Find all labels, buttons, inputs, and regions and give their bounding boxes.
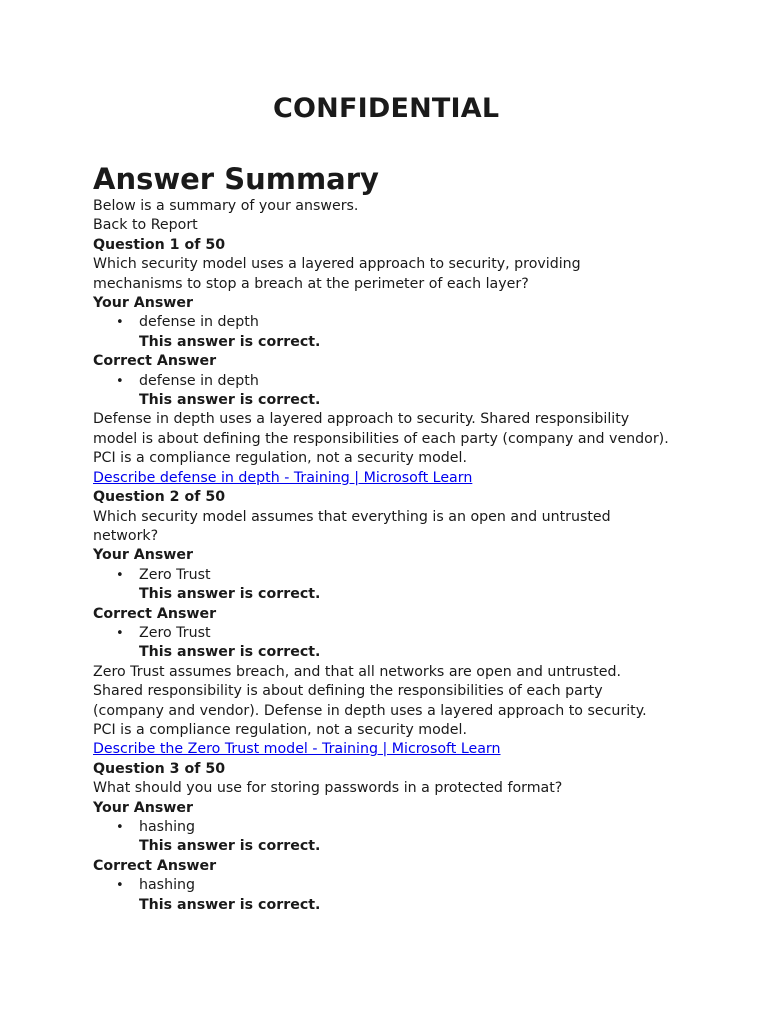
correct-message: This answer is correct.: [139, 392, 321, 409]
question-block: [93, 236, 683, 488]
question-heading: Question 2 of 50: [93, 489, 226, 506]
explanation-text: Defense in depth uses a layered approach to security. Shared responsibility model is about defining the responsibilities of each party (company and vendor). PCI is a compliance regulation, not a security model.: [93, 411, 669, 467]
your-answer-value: Zero Trust: [139, 566, 211, 583]
correct-answer-value: Zero Trust: [139, 624, 211, 641]
bullet-icon: •: [116, 820, 124, 835]
your-answer-label: Your Answer: [93, 295, 194, 312]
bullet-icon: •: [116, 567, 124, 583]
question-text: Which security model assumes that everything is an open and untrusted network?: [93, 508, 611, 544]
your-answer-value: defense in depth: [139, 314, 259, 331]
correct-answer-value: hashing: [139, 877, 196, 894]
bullet-icon: •: [116, 625, 124, 641]
question-block: [93, 760, 683, 915]
question-heading: Question 3 of 50: [93, 760, 226, 777]
correct-message: This answer is correct.: [139, 586, 321, 603]
reference-link[interactable]: Describe defense in depth - Training | Microsoft Learn: [93, 469, 473, 486]
your-answer-item: [93, 313, 683, 332]
correct-answer-label: Correct Answer: [93, 353, 217, 370]
correct-answer-item: [93, 372, 683, 391]
question-heading: Question 1 of 50: [93, 236, 226, 253]
bullet-icon: •: [116, 373, 124, 389]
your-answer-item: [93, 566, 683, 585]
correct-answer-label: Correct Answer: [93, 605, 217, 622]
your-answer-item: [93, 818, 683, 837]
correct-message: This answer is correct.: [139, 838, 321, 855]
document-page: [93, 0, 683, 915]
correct-message: This answer is correct.: [139, 644, 321, 661]
explanation-text: Zero Trust assumes breach, and that all networks are open and untrusted. Shared responsibility is about defining the responsibilities of each party (company and vendor). Defense in depth uses a layered approach to security. PCI is a compliance regulation, not a security model.: [93, 663, 647, 738]
intro-text: Below is a summary of your answers.: [93, 198, 359, 214]
correct-answer-label: Correct Answer: [93, 857, 217, 874]
correct-answer-value: defense in depth: [139, 372, 259, 389]
your-answer-label: Your Answer: [93, 799, 194, 816]
question-text: What should you use for storing passwords in a protected format?: [93, 780, 563, 797]
confidential-heading: CONFIDENTIAL: [273, 93, 500, 124]
your-answer-value: hashing: [139, 819, 196, 835]
question-text: Which security model uses a layered approach to security, providing mechanisms to stop a breach at the perimeter of each layer?: [93, 256, 581, 292]
bullet-icon: •: [116, 878, 124, 894]
correct-message: This answer is correct.: [139, 896, 321, 913]
correct-answer-item: [93, 624, 683, 643]
correct-message: This answer is correct.: [139, 333, 321, 350]
bullet-icon: •: [116, 315, 124, 331]
reference-link[interactable]: Describe the Zero Trust model - Training | Microsoft Learn: [93, 741, 501, 758]
your-answer-label: Your Answer: [93, 547, 194, 564]
question-block: [93, 488, 683, 760]
correct-answer-item: [93, 876, 683, 895]
page-title: Answer Summary: [93, 162, 379, 196]
back-to-report-link[interactable]: Back to Report: [93, 217, 198, 234]
